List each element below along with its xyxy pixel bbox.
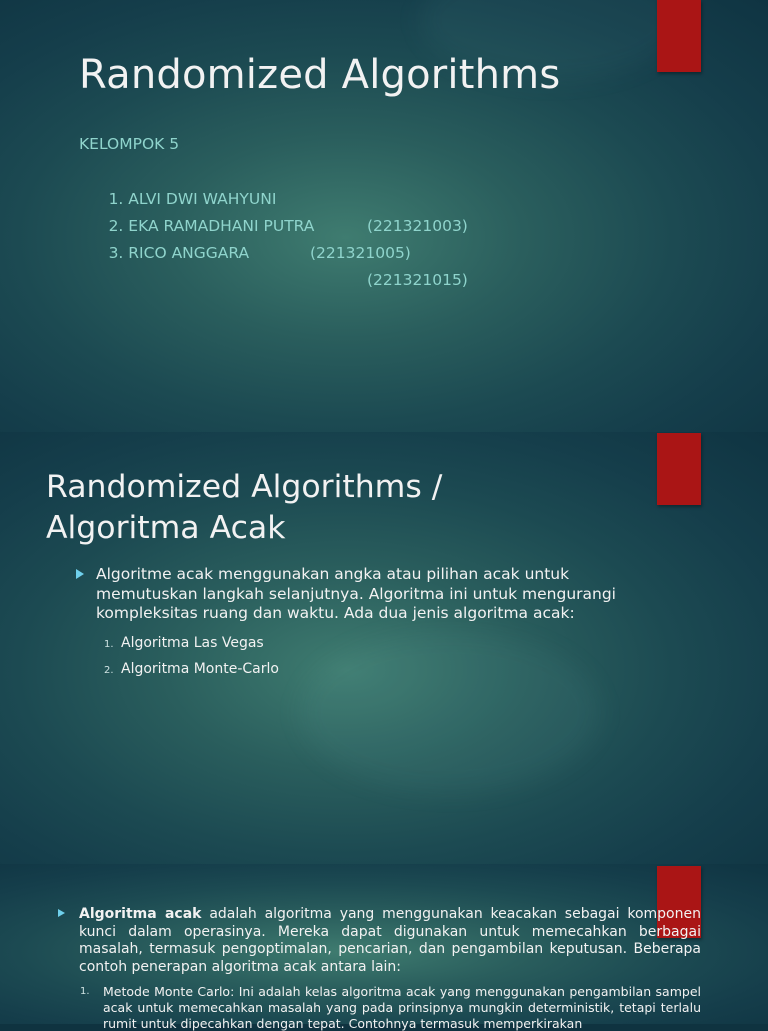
title-line-2: Algoritma Acak <box>46 510 286 546</box>
accent-bar <box>657 0 701 72</box>
bullet-text <box>79 906 701 976</box>
slide-title <box>46 467 636 549</box>
list-number: 1. <box>80 986 90 997</box>
member-name: 3. RICO ANGGARA <box>108 244 250 263</box>
bullet-text: Algoritme acak menggunakan angka atau pilihan acak untuk memutuskan langkah selanjutnya. Algoritma ini untuk mengurangi kompleksitas ruang dan waktu. Ada dua jenis algoritma acak: <box>96 565 616 622</box>
list-text: Algoritma Las Vegas <box>121 635 264 651</box>
slide-1 <box>0 0 768 432</box>
member-nim: (221321015) <box>367 271 468 290</box>
accent-bar <box>657 433 701 505</box>
bullet-body: adalah algoritma yang menggunakan keacakan sebagai komponen kunci dalam operasinya. Mereka dapat digunakan untuk memecahkan berbagai masalah, termasuk pengoptimalan, pencarian, dan pengambilan keputusan. Beberapa contoh penerapan algoritma acak antara lain: <box>79 906 701 975</box>
list-item <box>104 657 279 683</box>
member-name: 2. EKA RAMADHANI PUTRA <box>108 216 315 235</box>
group-label: KELOMPOK 5 <box>79 135 180 153</box>
list-number: 1. <box>104 639 114 650</box>
bullet-triangle-icon <box>58 909 65 917</box>
background-glow <box>300 632 600 792</box>
member-name: 1. ALVI DWI WAHYUNI <box>108 189 277 208</box>
slide-title: Randomized Algorithms <box>79 52 561 98</box>
list-text: Algoritma Monte-Carlo <box>121 661 279 677</box>
member-nim: (221321005) <box>310 244 411 263</box>
list-number: 2. <box>104 665 114 676</box>
list-item <box>104 631 279 657</box>
bullet-triangle-icon <box>76 569 84 579</box>
group-info <box>79 131 468 290</box>
numbered-list <box>104 631 279 683</box>
member-nim: (221321003) <box>367 216 468 235</box>
list-text: Metode Monte Carlo: Ini adalah kelas algoritma acak yang menggunakan pengambilan sampel acak untuk memecahkan masalah yang pada prinsipnya mungkin deterministik, tetapi terlalu rumit untuk dipecahkan dengan tepat. Contohnya termasuk memperkirakan <box>103 984 701 1031</box>
bold-term: Algoritma acak <box>79 906 202 922</box>
title-line-1: Randomized Algorithms / <box>46 469 443 505</box>
